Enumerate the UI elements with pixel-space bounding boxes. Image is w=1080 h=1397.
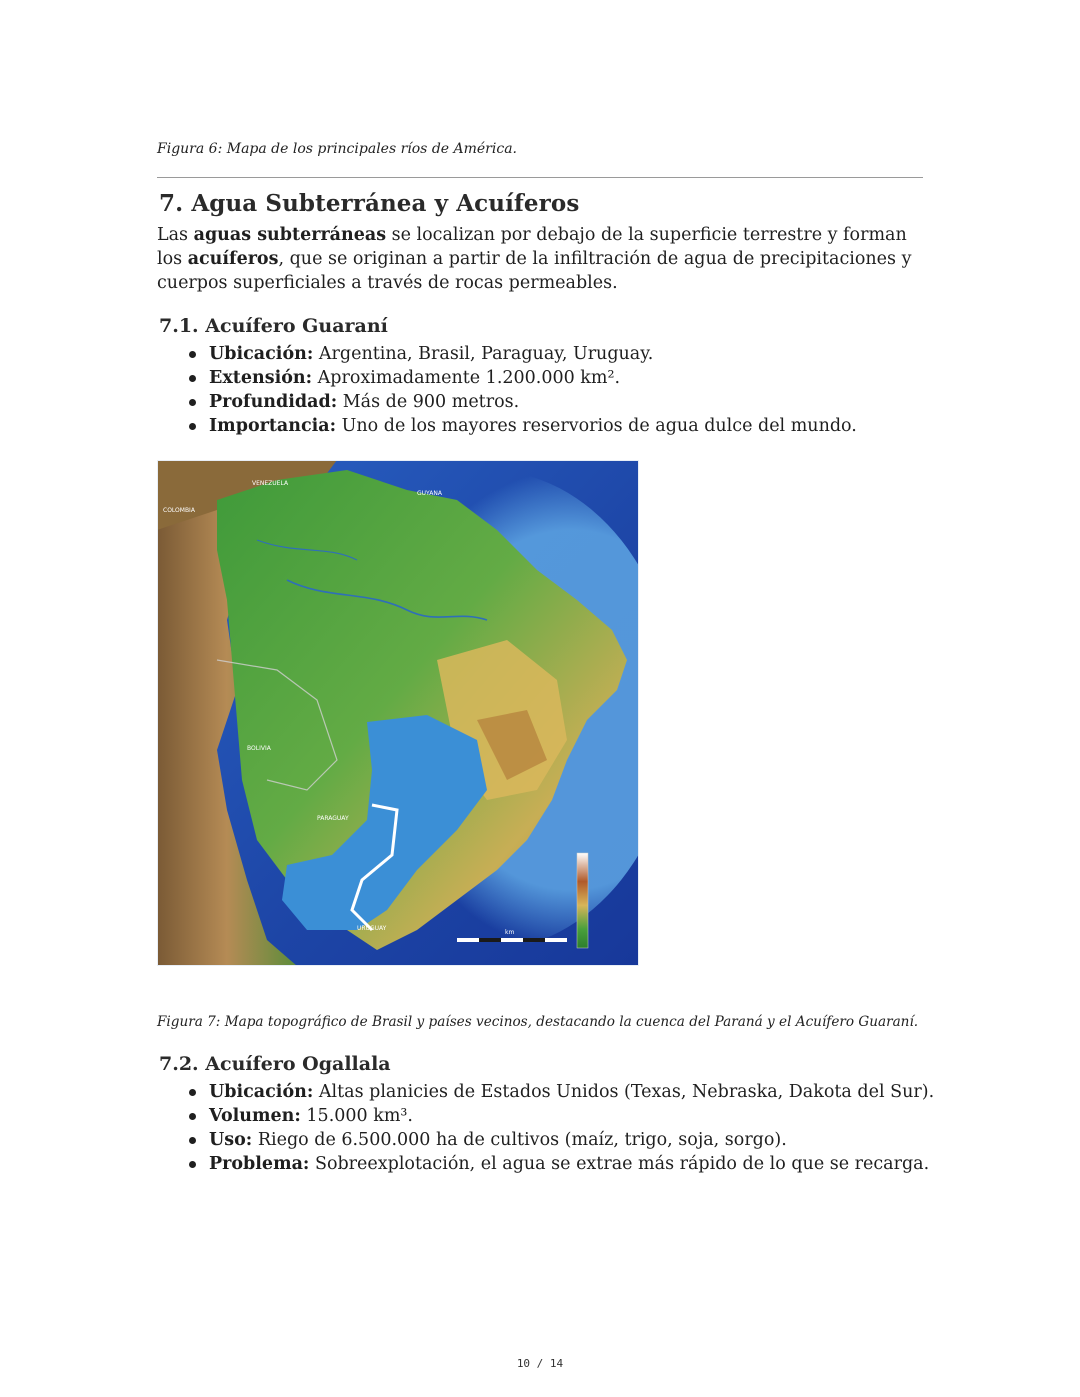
intro-bold-acuiferos: acuíferos [187, 249, 279, 269]
figure-6-caption: Figura 6: Mapa de los principales ríos de América. [157, 141, 517, 157]
list-item [157, 414, 937, 438]
fact-value: Sobreexplotación, el agua se extrae más rápido de lo que se recarga. [309, 1154, 930, 1174]
horizontal-divider [157, 177, 923, 178]
brazil-topographic-map [157, 460, 639, 966]
fact-label: Importancia: [209, 416, 337, 436]
fact-label: Ubicación: [209, 1082, 314, 1102]
label-guyana: GUYANA [417, 490, 442, 497]
fact-label: Uso: [209, 1130, 253, 1150]
list-item [157, 342, 937, 366]
list-item [157, 1152, 937, 1176]
fact-value: Riego de 6.500.000 ha de cultivos (maíz, trigo, soja, sorgo). [252, 1130, 787, 1150]
fact-label: Extensión: [209, 368, 313, 388]
intro-text-1: Las [157, 225, 194, 245]
fact-value: Altas planicies de Estados Unidos (Texas, Nebraska, Dakota del Sur). [313, 1082, 935, 1102]
fact-value: Más de 900 metros. [337, 392, 520, 412]
list-item [157, 1104, 937, 1128]
intro-text-2: se localizan por debajo de la superficie terrestre y forman los [157, 225, 907, 269]
label-bolivia: BOLIVIA [247, 745, 271, 752]
intro-text-3: , que se originan a partir de la infiltración de agua de precipitaciones y cuerpos superficiales a través de rocas permeables. [157, 249, 912, 293]
list-item [157, 390, 937, 414]
label-uruguay: URUGUAY [357, 925, 387, 932]
section-7-intro [157, 223, 927, 295]
intro-bold-aguas: aguas subterráneas [193, 225, 387, 245]
label-paraguay: PARAGUAY [317, 815, 349, 822]
fact-label: Profundidad: [209, 392, 338, 412]
fact-value: 15.000 km³. [300, 1106, 413, 1126]
scale-label: km [505, 929, 515, 936]
fact-value: Aproximadamente 1.200.000 km². [312, 368, 621, 388]
guarani-facts-list [157, 342, 937, 438]
fact-value: Argentina, Brasil, Paraguay, Uruguay. [313, 344, 654, 364]
section-7-title: 7. Agua Subterránea y Acuíferos [159, 190, 580, 217]
elevation-legend [577, 853, 588, 948]
list-item [157, 1080, 937, 1104]
guarani-title: 7.1. Acuífero Guaraní [159, 315, 388, 337]
fact-label: Problema: [209, 1154, 310, 1174]
label-colombia: COLOMBIA [163, 507, 195, 514]
fact-value: Uno de los mayores reservorios de agua dulce del mundo. [336, 416, 857, 436]
ogallala-title: 7.2. Acuífero Ogallala [159, 1053, 391, 1075]
list-item [157, 1128, 937, 1152]
ogallala-facts-list [157, 1080, 937, 1176]
fact-label: Ubicación: [209, 344, 314, 364]
list-item [157, 366, 937, 390]
figure-7-caption: Figura 7: Mapa topográfico de Brasil y países vecinos, destacando la cuenca del Paraná y el Acuífero Guaraní. [157, 1014, 919, 1030]
fact-label: Volumen: [209, 1106, 301, 1126]
page-number: 10 / 14 [516, 1357, 564, 1370]
label-venezuela: VENEZUELA [252, 480, 289, 487]
